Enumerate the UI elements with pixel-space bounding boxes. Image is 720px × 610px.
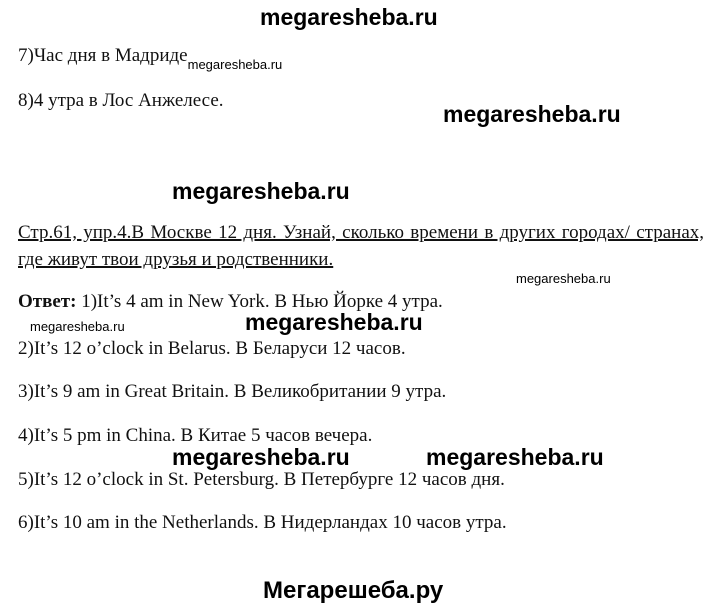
- task-text: Стр.61, упр.4.В Москве 12 дня. Узнай, сколько времени в других городах/ странах, где живут твои друзья и родственники.: [18, 222, 704, 270]
- line-7-text: 7)Час дня в Мадриде: [18, 45, 188, 66]
- header-watermark: megaresheba.ru: [260, 4, 438, 30]
- answer-5: 5)It’s 12 o’clock in St. Petersburg. В Петербурге 12 часов дня.: [18, 469, 505, 490]
- watermark-small-left: megaresheba.ru: [30, 319, 125, 334]
- watermark-right: megaresheba.ru: [443, 101, 621, 127]
- footer-brand: Мегарешеба.ру: [263, 577, 444, 604]
- answer-6: 6)It’s 10 am in the Netherlands. В Нидерландах 10 часов утра.: [18, 512, 507, 533]
- watermark-left: megaresheba.ru: [172, 178, 350, 204]
- answer-4: 4)It’s 5 pm in China. В Китае 5 часов вечера.: [18, 425, 373, 446]
- watermark-small-right: megaresheba.ru: [516, 271, 611, 286]
- line-8: 8)4 утра в Лос Анжелесе.: [18, 90, 224, 111]
- answer-2: 2)It’s 12 o’clock in Belarus. В Беларуси 12 часов.: [18, 338, 406, 359]
- watermark-lower-right: megaresheba.ru: [426, 444, 604, 470]
- answer-1-text: 1)It’s 4 am in New York. В Нью Йорке 4 утра.: [81, 291, 443, 312]
- inline-watermark: megaresheba.ru: [187, 57, 283, 72]
- line-7: [18, 45, 283, 72]
- watermark-center: megaresheba.ru: [245, 309, 423, 335]
- answer-label: Ответ:: [18, 291, 77, 312]
- watermark-lower-left: megaresheba.ru: [172, 444, 350, 470]
- answer-3: 3)It’s 9 am in Great Britain. В Великобритании 9 утра.: [18, 381, 447, 402]
